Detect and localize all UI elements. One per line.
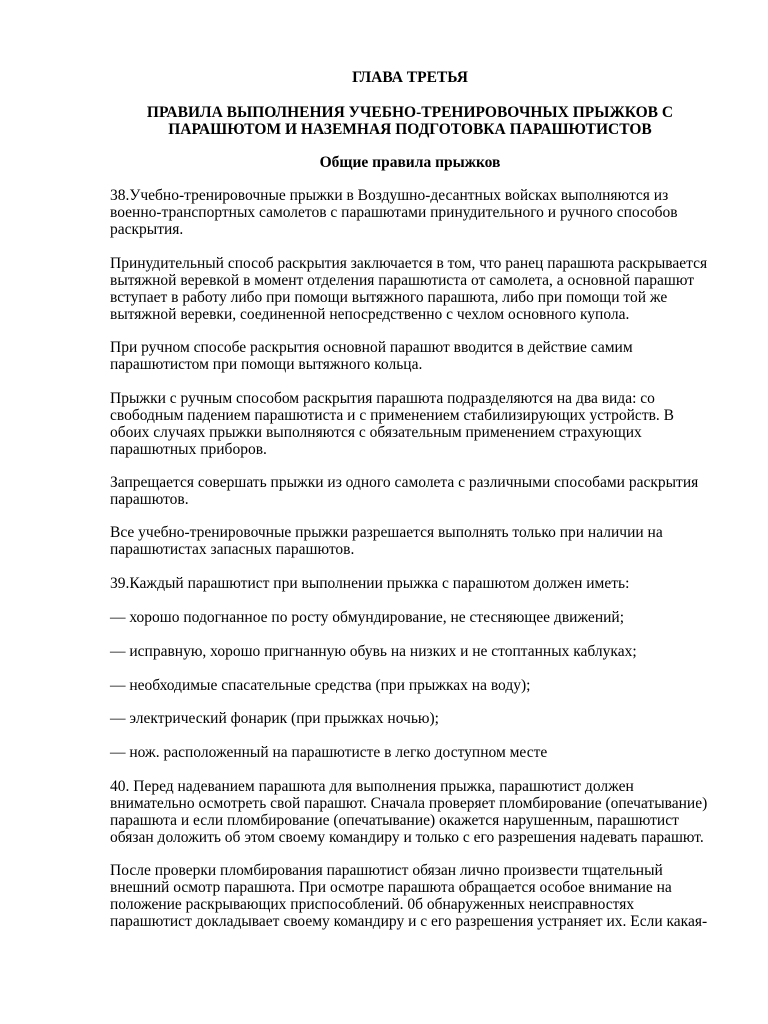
text-line: положение раскрывающих приспособлений. 0б обнаруженных неисправностях <box>110 896 635 913</box>
text-line: Прыжки с ручным способом раскрытия парашюта подразделяются на два вида: со <box>110 390 655 407</box>
paragraph-jump-types <box>110 390 710 458</box>
text-line: — хорошо подогнанное по росту обмундирование, не стесняющее движений; <box>110 609 625 626</box>
chapter-title: ГЛАВА ТРЕТЬЯ <box>352 69 468 86</box>
text-line: парашюта и если пломбирование (опечатывание) окажется нарушенным, парашютист <box>110 812 679 829</box>
text-line: При ручном способе раскрытия основной парашют вводится в действие самим <box>110 339 633 356</box>
list-item-uniform <box>110 609 710 626</box>
paragraph-manual-opening <box>110 339 710 373</box>
paragraph-38 <box>110 187 710 238</box>
text-line: раскрытия. <box>110 221 184 238</box>
paragraph-reserve-parachutes <box>110 524 710 558</box>
text-line: — нож. расположенный на парашютисте в легко доступном месте <box>110 744 548 761</box>
text-line: военно-транспортных самолетов с парашютами принудительного и ручного способов <box>110 204 678 221</box>
section-title-line-1: ПРАВИЛА ВЫПОЛНЕНИЯ УЧЕБНО-ТРЕНИРОВОЧНЫХ ПРЫЖКОВ С <box>146 104 674 121</box>
list-item-footwear <box>110 643 710 660</box>
text-line: 40. Перед надеванием парашюта для выполнения прыжка, парашютист должен <box>110 778 634 795</box>
text-line: обоих случаях прыжки выполняются с обязательным применением страхующих <box>110 424 642 441</box>
text-line: 38.Учебно-тренировочные прыжки в Воздушно-десантных войсках выполняются из <box>110 187 669 204</box>
paragraph-inspection <box>110 862 710 930</box>
text-line: обязан доложить об этом своему командиру и только с его разрешения надевать парашют. <box>110 829 704 846</box>
text-line: — электрический фонарик (при прыжках ночью); <box>110 710 439 727</box>
list-item-knife <box>110 744 710 761</box>
text-line: парашютов. <box>110 491 189 508</box>
paragraph-prohibition <box>110 474 710 508</box>
list-item-flashlight <box>110 710 710 727</box>
text-line: вытяжной веревкой в момент отделения парашютиста от самолета, а основной парашют <box>110 272 694 289</box>
paragraph-39 <box>110 575 710 592</box>
text-line: — исправную, хорошо пригнанную обувь на низких и не стоптанных каблуках; <box>110 643 637 660</box>
text-line: свободным падением парашютиста и с применением стабилизирующих устройств. В <box>110 407 674 424</box>
text-line: вытяжной веревки, соединенной непосредственно с чехлом основного купола. <box>110 306 630 323</box>
paragraph-40 <box>110 778 710 846</box>
text-line: внимательно осмотреть свой парашют. Сначала проверяет пломбирование (опечатывание) <box>110 795 708 812</box>
text-line: парашютных приборов. <box>110 441 267 458</box>
paragraph-forced-opening <box>110 255 710 323</box>
text-line: — необходимые спасательные средства (при прыжках на воду); <box>110 677 531 694</box>
text-line: внешний осмотр парашюта. При осмотре парашюта обращается особое внимание на <box>110 879 672 896</box>
text-line: Принудительный способ раскрытия заключается в том, что ранец парашюта раскрывается <box>110 255 708 272</box>
subsection-title: Общие правила прыжков <box>319 154 501 171</box>
text-line: парашютист докладывает своему командиру и с его разрешения устраняет их. Если какая- <box>110 913 708 930</box>
list-item-rescue-equipment <box>110 677 710 694</box>
text-line: 39.Каждый парашютист при выполнении прыжка с парашютом должен иметь: <box>110 575 630 592</box>
section-title-line-2: ПАРАШЮТОМ И НАЗЕМНАЯ ПОДГОТОВКА ПАРАШЮТИСТОВ <box>168 121 652 138</box>
text-line: парашютистах запасных парашютов. <box>110 541 355 558</box>
text-line: вступает в работу либо при помощи вытяжного парашюта, либо при помощи той же <box>110 289 668 306</box>
text-line: Все учебно-тренировочные прыжки разрешается выполнять только при наличии на <box>110 524 663 541</box>
text-line: После проверки пломбирования парашютист обязан лично произвести тщательный <box>110 862 663 879</box>
text-line: парашютистом при помощи вытяжного кольца. <box>110 356 423 373</box>
text-line: Запрещается совершать прыжки из одного самолета с различными способами раскрытия <box>110 474 699 491</box>
